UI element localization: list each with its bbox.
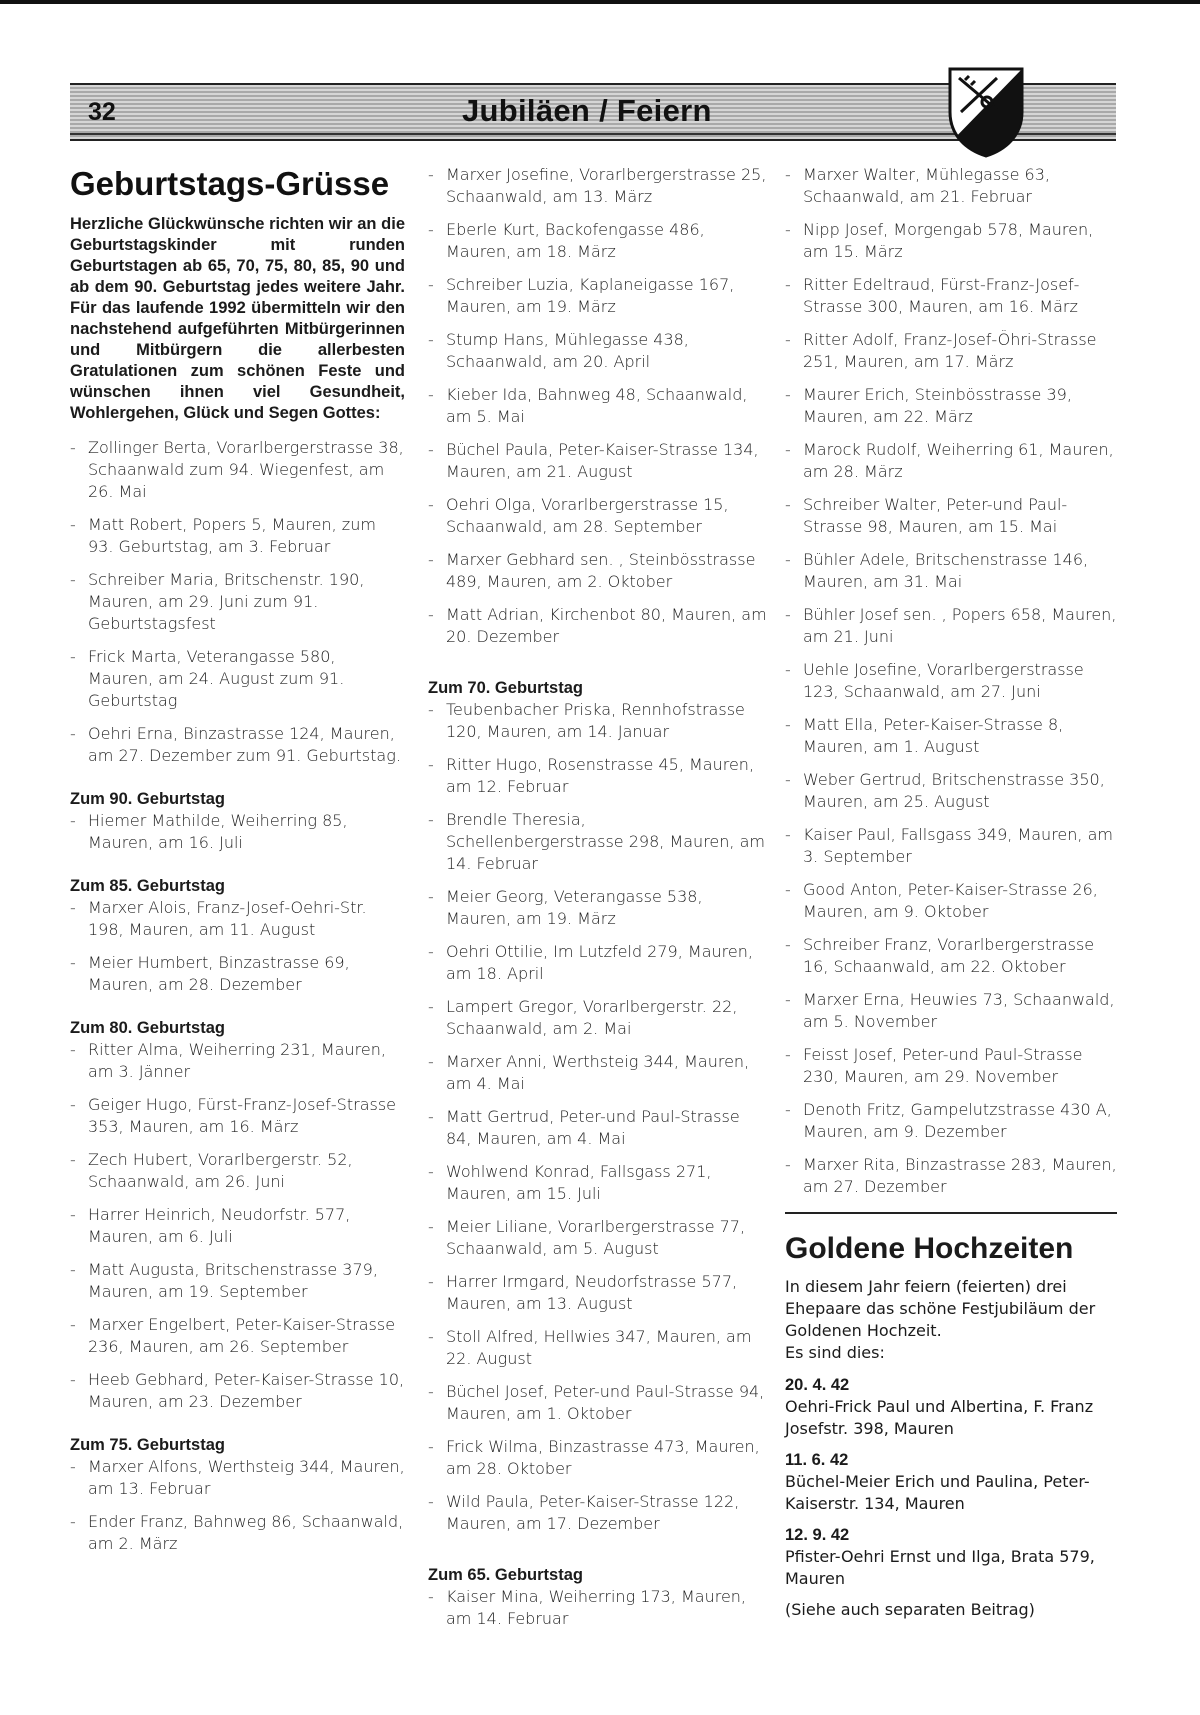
list-item: - Kieber Ida, Bahnweg 48, Schaanwald, am 5. Mai [428, 385, 748, 426]
list-item: - Oehri Ottilie, Im Lutzfeld 279, Mauren, am 18. April [428, 942, 753, 983]
group-heading-75: Zum 75. Geburtstag [70, 1436, 225, 1454]
couple-entry: 20. 4. 42 Oehri-Frick Paul und Albertina, F. Franz Josefstr. 398, Mauren [785, 1376, 1094, 1438]
list-item: - Matt Robert, Popers 5, Mauren, zum 93. Geburtstag, am 3. Februar [70, 515, 376, 556]
group-heading-80: Zum 80. Geburtstag [70, 1019, 225, 1037]
list-item: - Stoll Alfred, Hellwies 347, Mauren, am 22. August [428, 1327, 752, 1368]
couple-entry: 11. 6. 42 Büchel-Meier Erich und Paulina, Peter-Kaiserstr. 134, Mauren [785, 1451, 1090, 1513]
list-item: - Schreiber Maria, Britschenstr. 190, Mauren, am 29. Juni zum 91. Geburtstagsfest [70, 570, 365, 633]
list-item: - Maurer Erich, Steinbösstrasse 39, Mauren, am 22. März [785, 385, 1072, 426]
list-item: - Schreiber Walter, Peter-und Paul-Strasse 98, Mauren, am 15. Mai [785, 495, 1068, 536]
list-item: - Kaiser Mina, Weiherring 173, Mauren, am 14. Februar [428, 1587, 747, 1628]
group-heading-65: Zum 65. Geburtstag [428, 1566, 583, 1584]
list-item: - Eberle Kurt, Backofengasse 486, Mauren, am 18. März [428, 220, 705, 261]
list-item: - Marxer Gebhard sen. , Steinbösstrasse 489, Mauren, am 2. Oktober [428, 550, 756, 591]
intro-paragraph: Herzliche Glückwünsche richten wir an die Geburtstagskinder mit runden Geburtstagen ab 65, 70, 75, 80, 85, 90 und ab dem 90. Geburtstag jedes weitere Jahr. Für das laufende 1992 übermitteln wir den nachstehend aufgeführten Mitbürgerinnen und Mitbürgern die allerbesten Gratulationen zum schönen Feste und wünschen ihnen viel Gesundheit, Wohlergehen, Glück und Segen Gottes: [70, 215, 405, 422]
birthday-greetings-heading: Geburtstags-Grüsse [70, 165, 390, 202]
list-item: - Feisst Josef, Peter-und Paul-Strasse 230, Mauren, am 29. November [785, 1045, 1083, 1086]
list-item: - Marxer Alois, Franz-Josef-Oehri-Str. 198, Mauren, am 11. August [70, 898, 367, 939]
list-item: - Matt Adrian, Kirchenbot 80, Mauren, am 20. Dezember [428, 605, 767, 646]
list-item: - Ritter Hugo, Rosenstrasse 45, Mauren, am 12. Februar [428, 755, 755, 796]
list-item: - Ritter Adolf, Franz-Josef-Öhri-Strasse 251, Mauren, am 17. März [785, 330, 1097, 371]
list-item: - Bühler Josef sen. , Popers 658, Mauren, am 21. Juni [785, 605, 1117, 646]
list-item: - Harrer Heinrich, Neudorfstr. 577, Mauren, am 6. Juli [70, 1205, 351, 1246]
column-1 [70, 164, 405, 1566]
list-item: - Marxer Engelbert, Peter-Kaiser-Strasse 236, Mauren, am 26. September [70, 1315, 396, 1356]
separate-article-note: (Siehe auch separaten Beitrag) [785, 1600, 1035, 1619]
list-item: - Marxer Alfons, Werthsteig 344, Mauren, am 13. Februar [70, 1457, 405, 1498]
list-item: - Hiemer Mathilde, Weiherring 85, Mauren, am 16. Juli [70, 811, 348, 852]
list-item: - Matt Augusta, Britschenstrasse 379, Mauren, am 19. September [70, 1260, 378, 1301]
section-divider [785, 1212, 1117, 1214]
list-item: - Oehri Olga, Vorarlbergerstrasse 15, Schaanwald, am 28. September [428, 495, 729, 536]
list-item: - Marxer Walter, Mühlegasse 63, Schaanwald, am 21. Februar [785, 165, 1050, 206]
section-title: Jubiläen / Feiern [462, 93, 712, 128]
list-item: - Oehri Erna, Binzastrasse 124, Mauren, am 27. Dezember zum 91. Geburtstag. [70, 724, 401, 765]
list-item: - Harrer Irmgard, Neudorfstrasse 577, Mauren, am 13. August [428, 1272, 738, 1313]
golden-weddings-intro: In diesem Jahr feiern (feierten) drei Ehepaare das schöne Festjubiläum der Goldenen Hochzeit. Es sind dies: [785, 1277, 1096, 1362]
list-item: - Weber Gertrud, Britschenstrasse 350, Mauren, am 25. August [785, 770, 1105, 811]
list-item: - Bühler Adele, Britschenstrasse 146, Mauren, am 31. Mai [785, 550, 1089, 591]
list-item: - Lampert Gregor, Vorarlbergerstr. 22, Schaanwald, am 2. Mai [428, 997, 738, 1038]
list-item: - Wohlwend Konrad, Fallsgass 271, Mauren, am 15. Juli [428, 1162, 712, 1203]
list-item: - Frick Wilma, Binzastrasse 473, Mauren, am 28. Oktober [428, 1437, 760, 1478]
list-item: - Zech Hubert, Vorarlbergerstr. 52, Schaanwald, am 26. Juni [70, 1150, 353, 1191]
list-item: - Meier Humbert, Binzastrasse 69, Mauren, am 28. Dezember [70, 953, 350, 994]
golden-weddings-heading: Goldene Hochzeiten [785, 1232, 1074, 1265]
list-item: - Heeb Gebhard, Peter-Kaiser-Strasse 10, Mauren, am 23. Dezember [70, 1370, 405, 1411]
page-top-rule [0, 0, 1200, 4]
list-item: - Denoth Fritz, Gampelutzstrasse 430 A, Mauren, am 9. Dezember [785, 1100, 1112, 1141]
group-heading-70: Zum 70. Geburtstag [428, 679, 583, 697]
list-item: - Wild Paula, Peter-Kaiser-Strasse 122, Mauren, am 17. Dezember [428, 1492, 740, 1533]
list-item: - Meier Georg, Veterangasse 538, Mauren, am 19. März [428, 887, 703, 928]
list-item: - Frick Marta, Veterangasse 580, Mauren, am 24. August zum 91. Geburtstag [70, 647, 345, 710]
list-item: - Matt Gertrud, Peter-und Paul-Strasse 84, Mauren, am 4. Mai [428, 1107, 740, 1148]
couple-entry: 12. 9. 42 Pfister-Oehri Ernst und Ilga, Brata 579, Mauren [785, 1526, 1095, 1588]
list-item: - Stump Hans, Mühlegasse 438, Schaanwald, am 20. April [428, 330, 689, 371]
coat-of-arms-icon [947, 66, 1025, 158]
list-item: - Kaiser Paul, Fallsgass 349, Mauren, am 3. September [785, 825, 1113, 866]
list-item: - Good Anton, Peter-Kaiser-Strasse 26, Mauren, am 9. Oktober [785, 880, 1098, 921]
list-item: - Marxer Josefine, Vorarlbergerstrasse 25, Schaanwald, am 13. März [428, 165, 767, 206]
list-item: - Teubenbacher Priska, Rennhofstrasse 120, Mauren, am 14. Januar [428, 700, 745, 741]
list-item: - Schreiber Luzia, Kaplaneigasse 167, Mauren, am 19. März [428, 275, 735, 316]
list-item: - Nipp Josef, Morgengab 578, Mauren, am 15. März [785, 220, 1094, 261]
column-2 [428, 164, 768, 1641]
list-item: - Geiger Hugo, Fürst-Franz-Josef-Strasse 353, Mauren, am 16. März [70, 1095, 397, 1136]
list-item: - Marock Rudolf, Weiherring 61, Mauren, am 28. März [785, 440, 1114, 481]
list-item: - Büchel Paula, Peter-Kaiser-Strasse 134, Mauren, am 21. August [428, 440, 759, 481]
list-item: - Ender Franz, Bahnweg 86, Schaanwald, am 2. März [70, 1512, 404, 1553]
group-heading-85: Zum 85. Geburtstag [70, 877, 225, 895]
list-item: - Marxer Rita, Binzastrasse 283, Mauren, am 27. Dezember [785, 1155, 1117, 1196]
group-heading-90: Zum 90. Geburtstag [70, 790, 225, 808]
list-item: - Ritter Edeltraud, Fürst-Franz-Josef-Strasse 300, Mauren, am 16. März [785, 275, 1080, 316]
list-item: - Meier Liliane, Vorarlbergerstrasse 77, Schaanwald, am 5. August [428, 1217, 746, 1258]
list-item: - Uehle Josefine, Vorarlbergerstrasse 123, Schaanwald, am 27. Juni [785, 660, 1084, 701]
list-item: - Ritter Alma, Weiherring 231, Mauren, am 3. Jänner [70, 1040, 386, 1081]
page-number: 32 [88, 98, 116, 126]
list-item: - Büchel Josef, Peter-und Paul-Strasse 94, Mauren, am 1. Oktober [428, 1382, 765, 1423]
list-item: - Schreiber Franz, Vorarlbergerstrasse 16, Schaanwald, am 22. Oktober [785, 935, 1095, 976]
column-3 [785, 164, 1117, 1621]
list-item: - Brendle Theresia, Schellenbergerstrasse 298, Mauren, am 14. Februar [428, 810, 765, 873]
list-item: - Marxer Erna, Heuwies 73, Schaanwald, am 5. November [785, 990, 1115, 1031]
list-item: - Marxer Anni, Werthsteig 344, Mauren, am 4. Mai [428, 1052, 750, 1093]
oldest-entries [70, 437, 405, 767]
list-item: - Zollinger Berta, Vorarlbergerstrasse 38, Schaanwald zum 94. Wiegenfest, am 26. Mai [70, 438, 404, 501]
list-item: - Matt Ella, Peter-Kaiser-Strasse 8, Mauren, am 1. August [785, 715, 1064, 756]
